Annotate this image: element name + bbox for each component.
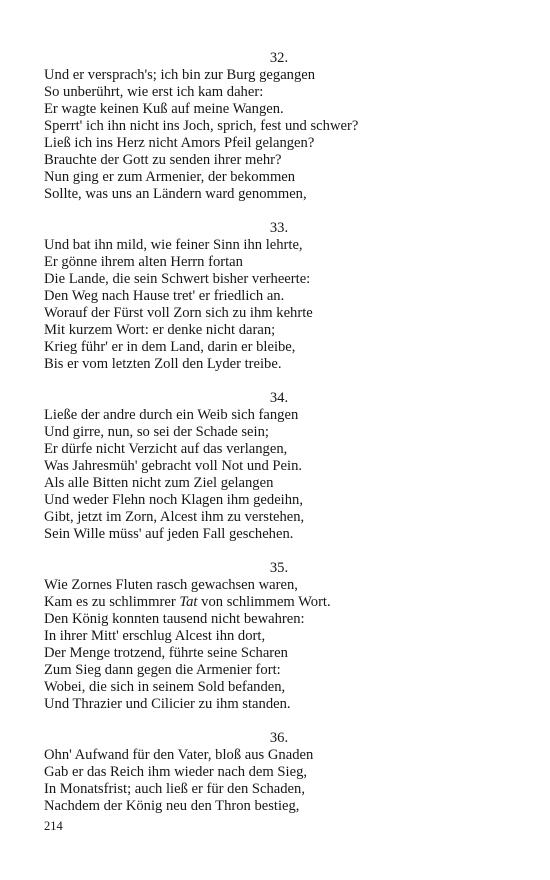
stanza-number: 33. — [269, 220, 289, 236]
verse-line: Er dürfe nicht Verzicht auf das verlangen, — [44, 441, 288, 457]
verse-line: Er wagte keinen Kuß auf meine Wangen. — [44, 101, 284, 117]
verse-line: Und Thrazier und Cilicier zu ihm standen. — [44, 696, 291, 712]
verse-line: Wobei, die sich in seinem Sold befanden, — [44, 679, 286, 695]
stanza-number: 32. — [269, 50, 289, 66]
verse-line: Der Menge trotzend, führte seine Scharen — [44, 645, 288, 661]
italic-word: Tat — [179, 594, 198, 610]
page-number: 214 — [44, 819, 63, 833]
verse-line: Den Weg nach Hause tret' er friedlich an. — [44, 288, 285, 304]
verse-line: Und er versprach's; ich bin zur Burg gegangen — [44, 67, 316, 83]
verse-line: Worauf der Fürst voll Zorn sich zu ihm kehrte — [44, 305, 313, 321]
verse-line: Die Lande, die sein Schwert bisher verheerte: — [44, 271, 311, 287]
verse-line: Nachdem der König neu den Thron bestieg, — [44, 798, 300, 814]
verse-line: Wie Zornes Fluten rasch gewachsen waren, — [44, 577, 298, 593]
verse-line: Zum Sieg dann gegen die Armenier fort: — [44, 662, 281, 678]
stanza — [44, 220, 514, 373]
stanza-number: 34. — [269, 390, 289, 406]
stanza — [44, 50, 514, 203]
verse-line: Sollte, was uns an Ländern ward genommen, — [44, 186, 307, 202]
verse-line: Und girre, nun, so sei der Schade sein; — [44, 424, 269, 440]
verse-line: In Monatsfrist; auch ließ er für den Schaden, — [44, 781, 305, 797]
verse-line: Ließe der andre durch ein Weib sich fangen — [44, 407, 299, 423]
line-segment: Kam es zu schlimmrer — [44, 594, 180, 610]
verse-line: Als alle Bitten nicht zum Ziel gelangen — [44, 475, 274, 491]
verse-line: Gibt, jetzt im Zorn, Alcest ihm zu verstehen, — [44, 509, 305, 525]
verse-line — [44, 594, 514, 611]
verse-line: In ihrer Mitt' erschlug Alcest ihn dort, — [44, 628, 266, 644]
verse-line: Sein Wille müss' auf jeden Fall geschehen. — [44, 526, 294, 542]
verse-line: So unberührt, wie erst ich kam daher: — [44, 84, 264, 100]
verse-line: Und weder Flehn noch Klagen ihm gedeihn, — [44, 492, 303, 508]
verse-line: Den König konnten tausend nicht bewahren: — [44, 611, 305, 627]
verse-line: Bis er vom letzten Zoll den Lyder treibe. — [44, 356, 282, 372]
verse-line: Brauchte der Gott zu senden ihrer mehr? — [44, 152, 282, 168]
stanza — [44, 560, 514, 713]
verse-line: Und bat ihn mild, wie feiner Sinn ihn lehrte, — [44, 237, 303, 253]
verse-line: Gab er das Reich ihm wieder nach dem Sieg, — [44, 764, 308, 780]
verse-line: Sperrt' ich ihn nicht ins Joch, sprich, fest und schwer? — [44, 118, 359, 134]
verse-line: Ohn' Aufwand für den Vater, bloß aus Gnaden — [44, 747, 314, 763]
stanza-number: 35. — [269, 560, 289, 576]
stanza — [44, 730, 514, 815]
verse-line: Ließ ich ins Herz nicht Amors Pfeil gelangen? — [44, 135, 315, 151]
stanza-number: 36. — [269, 730, 289, 746]
stanza — [44, 390, 514, 543]
verse-line: Was Jahresmüh' gebracht voll Not und Pein. — [44, 458, 303, 474]
line-segment: von schlimmem Wort. — [197, 594, 331, 610]
verse-line: Mit kurzem Wort: er denke nicht daran; — [44, 322, 276, 338]
verse-line: Nun ging er zum Armenier, der bekommen — [44, 169, 296, 185]
verse-line: Krieg führ' er in dem Land, darin er bleibe, — [44, 339, 296, 355]
poem-page — [44, 50, 514, 832]
verse-line: Er gönne ihrem alten Herrn fortan — [44, 254, 243, 270]
